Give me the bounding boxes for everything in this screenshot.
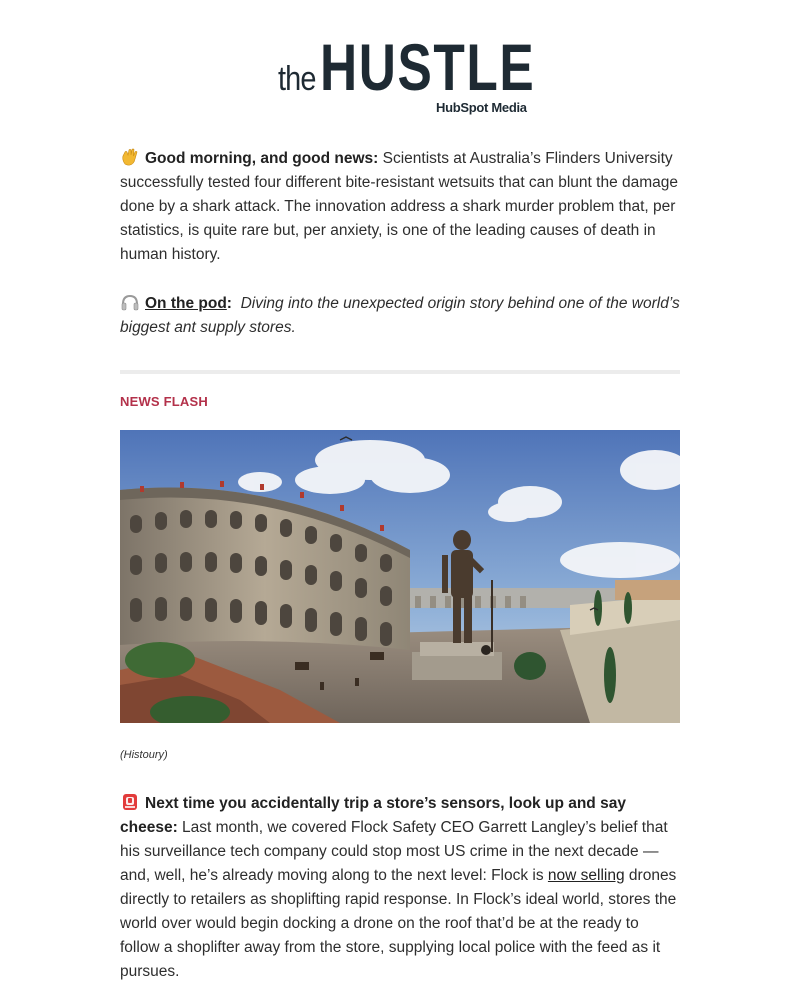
pod-paragraph xyxy=(120,292,680,340)
news-body-after-link: drones directly to retailers as shoplifting rapid response. In Flock’s ideal world, stores the world over would begin docking a drone on the roof that’d be at the ready to follow a shoplifter away from the store, supplying local police with the feed as it pursues. xyxy=(120,867,677,980)
image-caption: (Histoury) xyxy=(120,749,168,761)
news-hero-image[interactable] xyxy=(120,430,680,723)
siren-icon xyxy=(120,793,140,811)
logo-the: the xyxy=(278,60,316,98)
headphones-icon xyxy=(120,293,140,311)
pod-body: Diving into the unexpected origin story behind one of the world’s biggest ant supply stores. xyxy=(120,295,680,336)
brand-logo[interactable] xyxy=(278,30,536,120)
news-body-before-link: Last month, we covered Flock Safety CEO Garrett Langley’s belief that his surveillance tech company could stop most US crime in the next decade — and, well, he’s already moving along to the next level: Flock is xyxy=(120,819,668,884)
intro-body: Scientists at Australia’s Flinders University successfully tested four different bite-resistant wetsuits that can blunt the damage done by a shark attack. The innovation address a shark murder problem that, per statistics, is quite rare but, per anxiety, is one of the leading causes of death in human history. xyxy=(120,150,679,263)
logo-hubspot-media: HubSpot Media xyxy=(436,100,527,115)
logo-hustle: HUSTLE xyxy=(320,30,536,104)
now-selling-link[interactable]: now selling xyxy=(547,867,625,884)
colosseum-illustration xyxy=(120,430,680,723)
pod-colon: : xyxy=(226,295,232,312)
section-divider xyxy=(120,370,680,374)
intro-paragraph xyxy=(120,147,680,267)
news-lead: Next time you accidentally trip a store’s sensors, look up and say cheese: xyxy=(120,795,626,836)
waving-hand-icon xyxy=(120,148,140,166)
intro-lead: Good morning, and good news: xyxy=(145,150,379,167)
section-label: NEWS FLASH xyxy=(120,394,208,409)
news-paragraph xyxy=(120,792,680,984)
on-the-pod-link[interactable]: On the pod xyxy=(145,295,227,312)
